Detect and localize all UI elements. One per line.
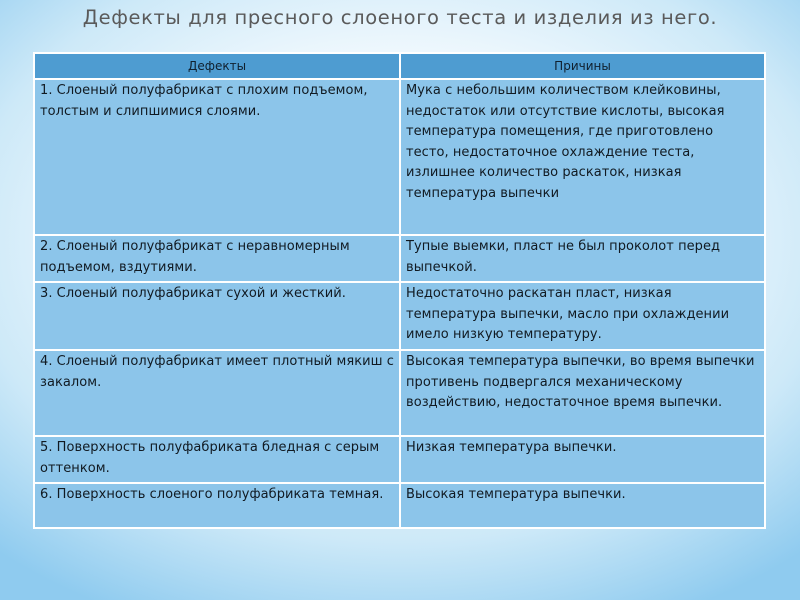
defect-cell: 2. Слоеный полуфабрикат с неравномерным подъемом, вздутиями. [35,236,399,281]
defects-table-container [33,52,766,529]
table-row [35,283,764,349]
cause-cell: Недостаточно раскатан пласт, низкая температура выпечки, масло при охлаждении имело низкую температуру. [401,283,764,349]
defect-cell: 1. Слоеный полуфабрикат с плохим подъемом, толстым и слипшимися слоями. [35,80,399,234]
header-causes: Причины [401,54,764,78]
table-header-row [35,54,764,78]
defect-cell: 5. Поверхность полуфабриката бледная с серым оттенком. [35,437,399,482]
cause-cell: Высокая температура выпечки. [401,484,764,527]
cause-cell: Низкая температура выпечки. [401,437,764,482]
table-row [35,236,764,281]
table-row [35,437,764,482]
defect-cell: 3. Слоеный полуфабрикат сухой и жесткий. [35,283,399,349]
cause-cell: Высокая температура выпечки, во время выпечки противень подвергался механическому воздействию, недостаточное время выпечки. [401,351,764,435]
defects-table [33,52,766,529]
table-row [35,351,764,435]
cause-cell: Мука с небольшим количеством клейковины, недостаток или отсутствие кислоты, высокая температура помещения, где приготовлено тесто, недостаточное охлаждение теста, излишнее количество раскаток, низкая температура выпечки [401,80,764,234]
table-row [35,484,764,527]
slide-title: Дефекты для пресного слоеного теста и изделия из него. [82,6,718,29]
defect-cell: 4. Слоеный полуфабрикат имеет плотный мякиш с закалом. [35,351,399,435]
table-row [35,80,764,234]
defect-cell: 6. Поверхность слоеного полуфабриката темная. [35,484,399,527]
header-defects: Дефекты [35,54,399,78]
cause-cell: Тупые выемки, пласт не был проколот перед выпечкой. [401,236,764,281]
